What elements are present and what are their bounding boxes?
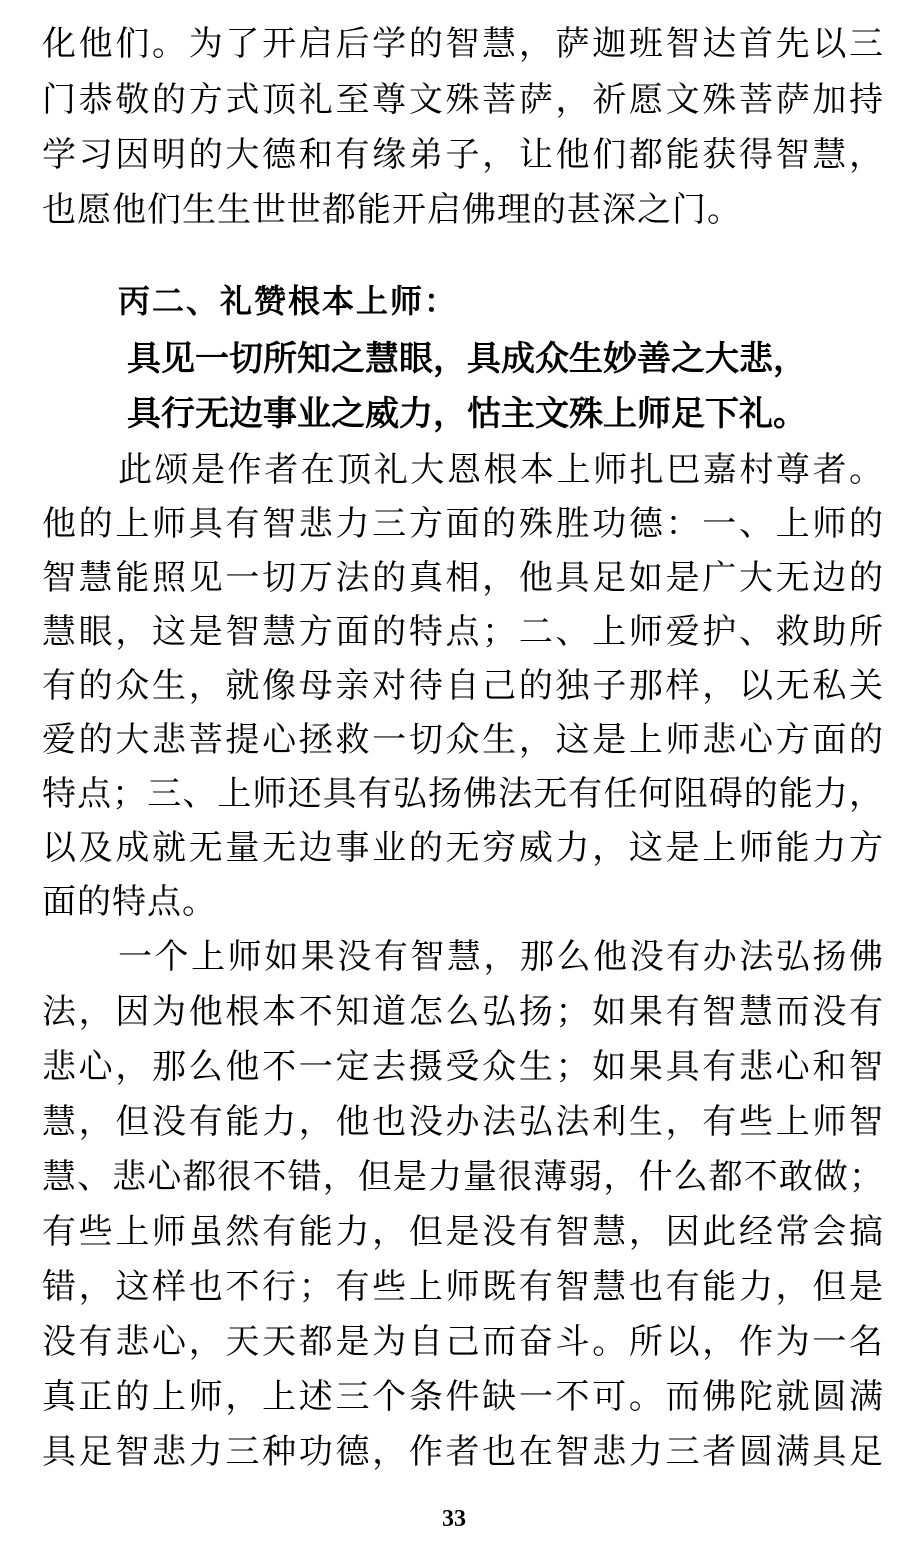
paragraph-line: 真正的上师，上述三个条件缺一不可。而佛陀就圆满: [42, 1377, 884, 1417]
paragraph-line: 化他们。为了开启后学的智慧，萨迦班智达首先以三: [42, 24, 884, 64]
paragraph-line: 没有悲心，天天都是为自己而奋斗。所以，作为一名: [42, 1322, 884, 1362]
page-number: 33: [442, 1506, 466, 1532]
paragraph-line: 具足智悲力三种功德，作者也在智悲力三者圆满具足: [42, 1432, 884, 1472]
paragraph-line: 以及成就无量无边事业的无穷威力，这是上师能力方: [42, 828, 884, 868]
paragraph-line: 特点；三、上师还具有弘扬佛法无有任何阻碍的能力，: [42, 774, 884, 814]
paragraph-line: 法，因为他根本不知道怎么弘扬；如果有智慧而没有: [42, 992, 884, 1032]
paragraph-line: 门恭敬的方式顶礼至尊文殊菩萨，祈愿文殊菩萨加持: [42, 80, 884, 120]
paragraph-line: 此颂是作者在顶礼大恩根本上师扎巴嘉村尊者。: [118, 450, 884, 490]
paragraph-line: 面的特点。: [42, 882, 217, 922]
paragraph-line: 一个上师如果没有智慧，那么他没有办法弘扬佛: [118, 937, 884, 977]
section-heading: 丙二、礼赞根本上师：: [118, 282, 459, 320]
paragraph-line: 学习因明的大德和有缘弟子，让他们都能获得智慧，: [42, 135, 884, 175]
paragraph-line: 错，这样也不行；有些上师既有智慧也有能力，但是: [42, 1267, 884, 1307]
paragraph-line: 有的众生，就像母亲对待自己的独子那样，以无私关: [42, 666, 884, 706]
paragraph-line: 爱的大悲菩提心拯救一切众生，这是上师悲心方面的: [42, 720, 884, 760]
verse-line: 具行无边事业之威力，怙主文殊上师足下礼。: [127, 394, 807, 434]
verse-line: 具见一切所知之慧眼，具成众生妙善之大悲，: [127, 339, 807, 379]
paragraph-line: 慧，但没有能力，他也没办法弘法利生，有些上师智: [42, 1102, 884, 1142]
paragraph-line: 慧、悲心都很不错，但是力量很薄弱，什么都不敢做；: [42, 1157, 884, 1197]
paragraph-line: 他的上师具有智悲力三方面的殊胜功德：一、上师的: [42, 504, 884, 544]
paragraph-line: 智慧能照见一切万法的真相，他具足如是广大无边的: [42, 558, 884, 598]
paragraph-line: 慧眼，这是智慧方面的特点；二、上师爱护、救助所: [42, 612, 884, 652]
paragraph-line: 悲心，那么他不一定去摄受众生；如果具有悲心和智: [42, 1047, 884, 1087]
paragraph-line: 也愿他们生生世世都能开启佛理的甚深之门。: [42, 190, 742, 230]
paragraph-line: 有些上师虽然有能力，但是没有智慧，因此经常会搞: [42, 1212, 884, 1252]
